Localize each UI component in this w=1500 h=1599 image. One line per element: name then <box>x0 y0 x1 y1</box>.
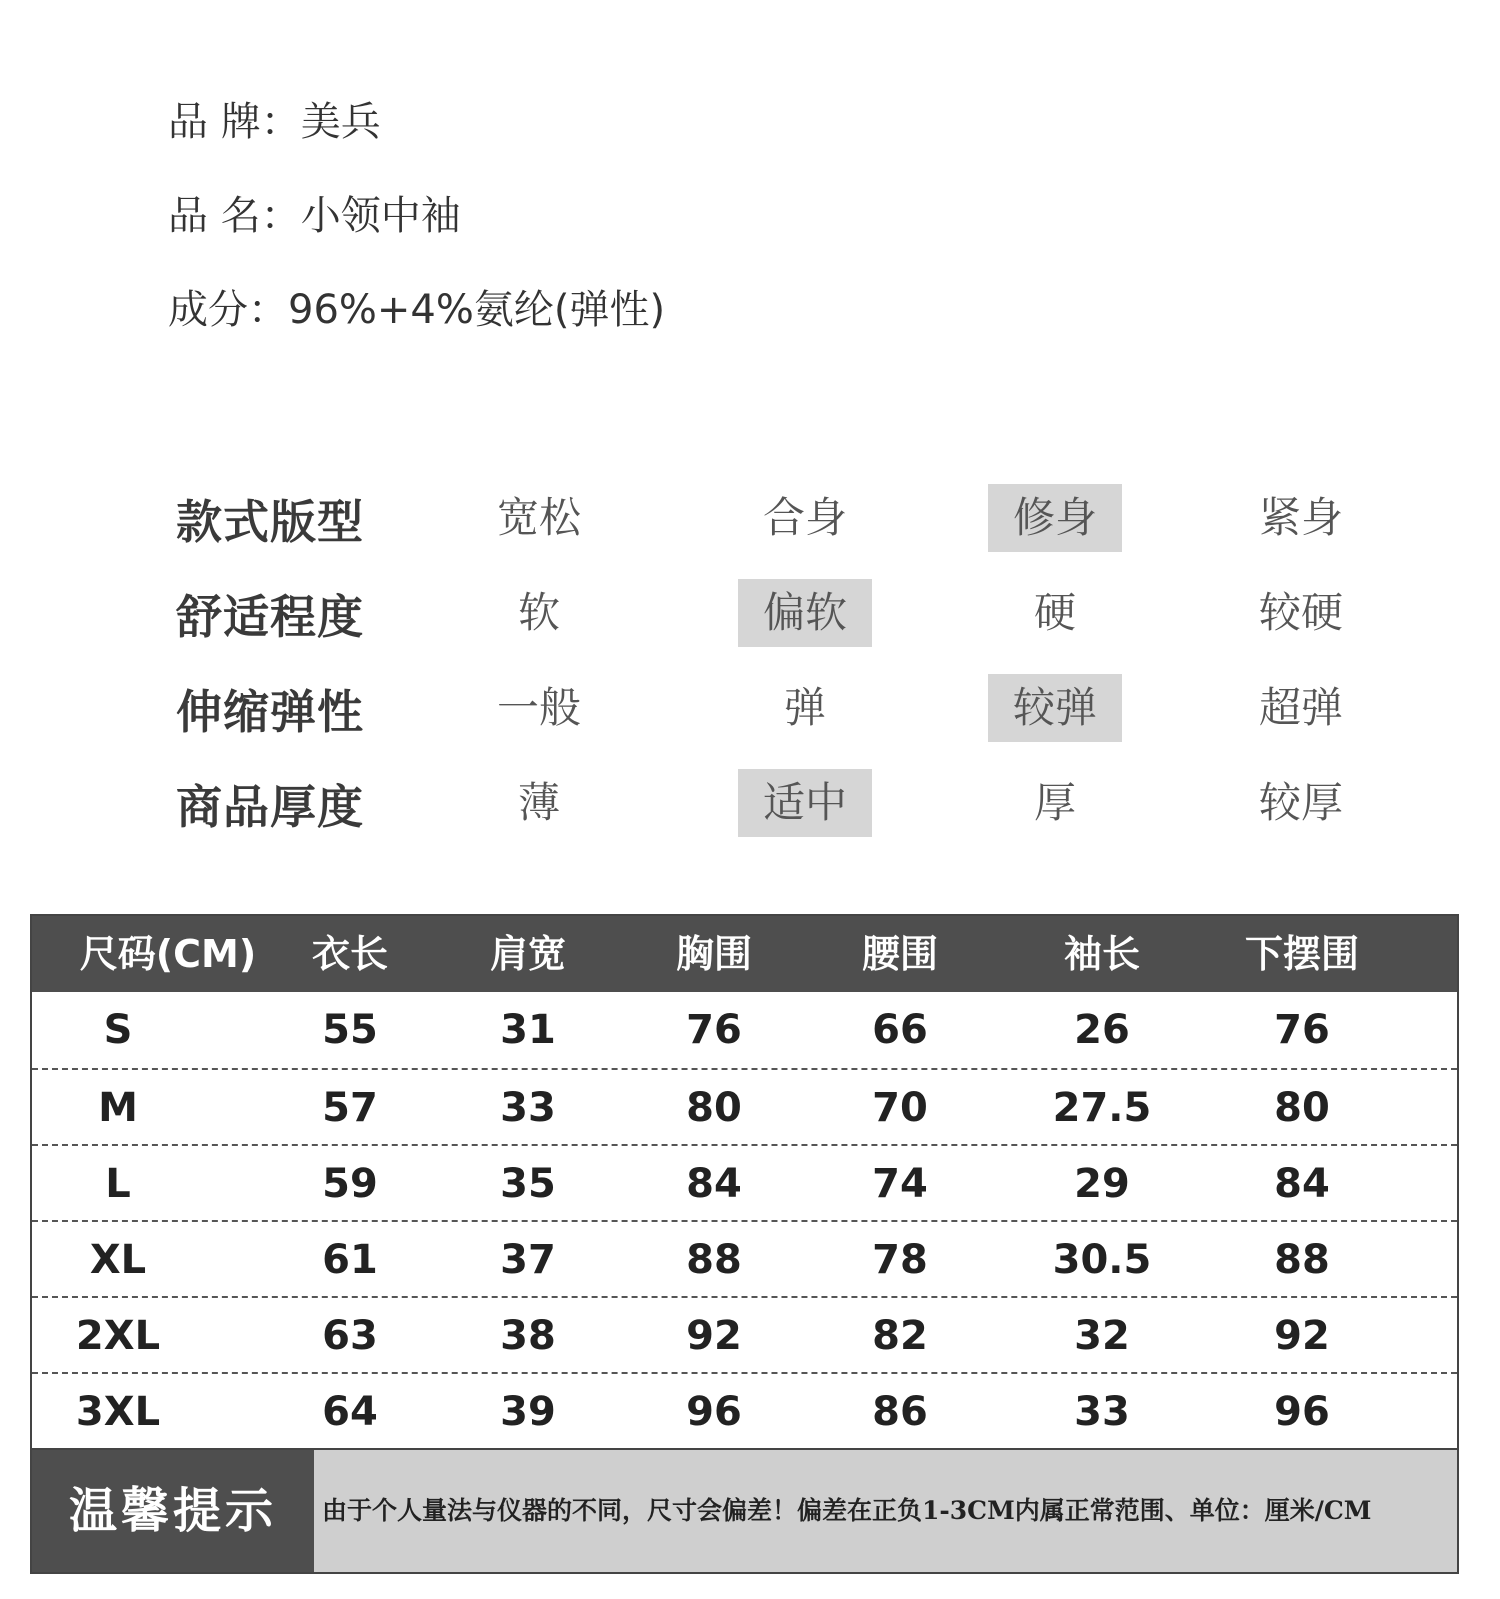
attribute-option: 较硬 <box>1258 588 1343 637</box>
table-cell: 57 <box>322 1085 378 1131</box>
table-cell: 39 <box>500 1389 556 1435</box>
brand-label: 品 牌： <box>168 99 301 145</box>
attribute-option: 合身 <box>762 493 847 542</box>
attribute-option-selected: 偏软 <box>738 579 872 647</box>
table-cell: 37 <box>500 1237 556 1283</box>
size-label: M <box>98 1085 138 1131</box>
table-row <box>32 1068 1457 1144</box>
table-cell: 30.5 <box>1052 1237 1152 1283</box>
table-cell: 26 <box>1074 1007 1130 1053</box>
table-cell: 86 <box>872 1389 928 1435</box>
column-header: 袖长 <box>1063 932 1140 976</box>
attribute-option-selected: 适中 <box>738 769 872 837</box>
table-cell: 96 <box>1274 1389 1330 1435</box>
table-cell: 32 <box>1074 1313 1130 1359</box>
table-cell: 27.5 <box>1052 1085 1152 1131</box>
size-label: 2XL <box>75 1313 161 1359</box>
attribute-option-selected: 较弹 <box>988 674 1122 742</box>
attribute-label: 款式版型 <box>176 495 364 549</box>
table-row <box>32 1372 1457 1448</box>
table-cell: 78 <box>872 1237 928 1283</box>
size-label: 3XL <box>75 1389 161 1435</box>
table-cell: 84 <box>1274 1161 1330 1207</box>
attribute-row <box>176 674 1400 769</box>
table-cell: 88 <box>1274 1237 1330 1283</box>
size-table-body <box>32 992 1457 1448</box>
attribute-option: 厚 <box>1033 778 1076 827</box>
table-cell: 96 <box>686 1389 742 1435</box>
table-cell: 76 <box>1274 1007 1330 1053</box>
column-header: 衣长 <box>311 932 388 976</box>
tip-title: 温馨提示 <box>32 1450 314 1572</box>
table-cell: 70 <box>872 1085 928 1131</box>
table-cell: 29 <box>1074 1161 1130 1207</box>
table-cell: 31 <box>500 1007 556 1053</box>
attribute-option-selected: 修身 <box>988 484 1122 552</box>
attribute-label: 舒适程度 <box>176 590 364 644</box>
product-info <box>168 92 665 374</box>
size-table-header <box>32 916 1457 992</box>
table-cell: 88 <box>686 1237 742 1283</box>
column-header: 胸围 <box>675 932 752 976</box>
table-row <box>32 1296 1457 1372</box>
attribute-option: 一般 <box>496 683 581 732</box>
attribute-option: 宽松 <box>496 493 581 542</box>
size-label: L <box>105 1161 131 1207</box>
column-header: 尺码(CM) <box>79 932 257 976</box>
product-name-line <box>168 186 665 246</box>
tip-bar <box>32 1448 1457 1572</box>
table-cell: 80 <box>686 1085 742 1131</box>
table-cell: 63 <box>322 1313 378 1359</box>
attribute-option: 薄 <box>517 778 560 827</box>
table-cell: 33 <box>1074 1389 1130 1435</box>
composition-value: 96%+4%氨纶(弹性) <box>288 287 666 333</box>
composition-line <box>168 280 665 340</box>
table-cell: 92 <box>686 1313 742 1359</box>
attribute-row <box>176 484 1400 579</box>
column-header: 下摆围 <box>1244 932 1359 976</box>
table-cell: 92 <box>1274 1313 1330 1359</box>
attribute-grid <box>176 484 1400 864</box>
attribute-option: 硬 <box>1033 588 1076 637</box>
attribute-label: 伸缩弹性 <box>176 685 364 739</box>
table-cell: 76 <box>686 1007 742 1053</box>
table-cell: 84 <box>686 1161 742 1207</box>
tip-text: 由于个人量法与仪器的不同，尺寸会偏差！偏差在正负1-3CM内属正常范围、单位：厘米/CM <box>314 1450 1457 1572</box>
attribute-option: 软 <box>517 588 560 637</box>
attribute-option: 弹 <box>783 683 826 732</box>
attribute-row <box>176 769 1400 864</box>
brand-value: 美兵 <box>300 99 381 145</box>
attribute-option: 紧身 <box>1258 493 1343 542</box>
column-header: 肩宽 <box>489 932 566 976</box>
table-row <box>32 992 1457 1068</box>
table-cell: 61 <box>322 1237 378 1283</box>
attribute-option: 超弹 <box>1258 683 1343 732</box>
column-header: 腰围 <box>861 932 938 976</box>
composition-label: 成分： <box>168 287 288 333</box>
table-cell: 66 <box>872 1007 928 1053</box>
table-row <box>32 1144 1457 1220</box>
table-cell: 64 <box>322 1389 378 1435</box>
size-label: S <box>103 1007 133 1053</box>
attribute-row <box>176 579 1400 674</box>
size-table <box>30 914 1459 1574</box>
attribute-label: 商品厚度 <box>176 780 364 834</box>
table-cell: 82 <box>872 1313 928 1359</box>
table-cell: 59 <box>322 1161 378 1207</box>
product-name-value: 小领中袖 <box>300 193 461 239</box>
table-cell: 33 <box>500 1085 556 1131</box>
table-cell: 35 <box>500 1161 556 1207</box>
table-cell: 55 <box>322 1007 378 1053</box>
table-row <box>32 1220 1457 1296</box>
attribute-option: 较厚 <box>1258 778 1343 827</box>
brand-line <box>168 92 665 152</box>
product-name-label: 品 名： <box>168 193 301 239</box>
size-label: XL <box>89 1237 147 1283</box>
table-cell: 80 <box>1274 1085 1330 1131</box>
table-cell: 74 <box>872 1161 928 1207</box>
table-cell: 38 <box>500 1313 556 1359</box>
